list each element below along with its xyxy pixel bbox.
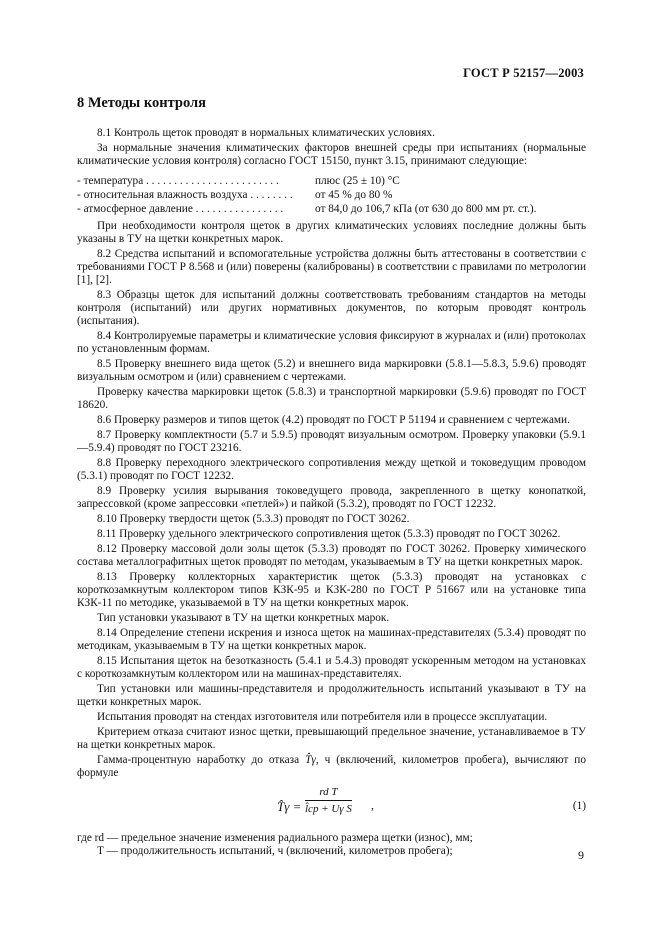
formula-fraction (305, 786, 352, 816)
formula-intro-text-end: , ч (включений, километров пробега), вычисляют по формуле (77, 754, 587, 779)
condition-temperature (77, 174, 586, 188)
paragraph-8-7: 8.7 Проверку комплектности (5.7 и 5.9.5) проводят визуальным осмотром. Проверку упаковки (5.9.1—5.9.4) проводят по ГОСТ 23216. (77, 429, 586, 454)
paragraph-8-2: 8.2 Средства испытаний и вспомогательные устройства должны быть аттестованы в соответствии с требованиями ГОСТ Р 8.568 и (или) поверены (калиброваны) в соответствии с правилами по метрологии [1], [2]. (77, 248, 586, 286)
paragraph-8-12: 8.12 Проверку массовой доли золы щеток (5.3.3) проводят по ГОСТ 30262. Проверку химического состава металлографитных щеток проводят по методам, указываемым в ТУ на щетки конкретных марок. (77, 543, 586, 568)
formula-denominator: l̂cp + Uγ S (305, 803, 352, 815)
document-id-header: ГОСТ Р 52157—2003 (463, 66, 584, 80)
page-number: 9 (578, 848, 584, 862)
paragraph-8-15-type: Тип установки или машины-представителя и продолжительность испытаний указывают в ТУ на щетки конкретных марок. (77, 683, 586, 708)
formula-lhs: T̂γ = (277, 799, 302, 814)
formula-1 (77, 786, 586, 830)
condition-pressure (77, 202, 586, 216)
paragraph-8-1: 8.1 Контроль щеток проводят в нормальных климатических условиях. (97, 127, 435, 139)
paragraph-8-15-location: Испытания проводят на стендах изготовителя или потребителя или в процессе эксплуатации. (97, 711, 548, 723)
paragraph-8-4: 8.4 Контролируемые параметры и климатические условия фиксируют в журналах и (или) протоколах по установленным формам. (77, 330, 586, 355)
definition-rd: где rd — предельное значение изменения радиального размера щетки (износ), мм; (77, 832, 473, 844)
formula-number: (1) (572, 800, 586, 812)
definition-t: T — продолжительность испытаний, ч (включений, километров пробега); (97, 845, 453, 857)
condition-value: от 45 % до 80 % (315, 189, 393, 201)
paragraph-8-15-failure-criterion: Критерием отказа считают износ щетки, превышающий предельное значение, устанавливаемое в ТУ на щетки конкретных марок. (77, 726, 586, 751)
paragraph-8-9: 8.9 Проверку усилия вырывания токоведущего провода, закрепленного в щетку конопаткой, запрессовкой (кроме запрессовки «петлей») и пайкой (5.3.2), проводят по ГОСТ 12232. (77, 485, 586, 510)
paragraph-8-14: 8.14 Определение степени искрения и износа щеток на машинах-представителях (5.3.4) проводят по методикам, указываемым в ТУ на щетки конкретных марок. (77, 627, 586, 652)
paragraph-8-11: 8.11 Проверку удельного электрического сопротивления щеток (5.3.3) проводят по ГОСТ 30262. (97, 528, 561, 540)
gamma-symbol: T̂γ (305, 754, 316, 766)
paragraph-8-5: 8.5 Проверку внешнего вида щеток (5.2) и внешнего вида маркировки (5.8.1—5.8.3, 5.9.6) проводят визуальным осмотром и (или) сравнением с чертежами. (77, 358, 586, 383)
section-heading: 8 Методы контроля (77, 95, 207, 111)
paragraph-8-10: 8.10 Проверку твердости щеток (5.3.3) проводят по ГОСТ 30262. (97, 513, 410, 525)
formula-intro-text: Гамма-процентную наработку до отказа (97, 754, 300, 766)
paragraph-8-6: 8.6 Проверку размеров и типов щеток (4.2) проводят по ГОСТ Р 51194 и сравнением с чертежами. (97, 414, 570, 426)
paragraph-8-1-conditions-intro: За нормальные значения климатических факторов внешней среды при испытаниях (нормальные климатические условия контроля) согласно ГОСТ 15150, пункт 3.15, принимают следующие: (77, 142, 586, 167)
formula-comma: , (371, 800, 374, 812)
paragraph-8-15-formula-intro (77, 754, 586, 780)
paragraph-8-13-type: Тип установки указывают в ТУ на щетки конкретных марок. (97, 612, 390, 624)
paragraph-8-3: 8.3 Образцы щеток для испытаний должны соответствовать требованиям стандартов на методы контроля (испытаний) или других нормативных документов, по которым проводят контроль (испытания). (77, 289, 586, 327)
paragraph-8-5-marking: Проверку качества маркировки щеток (5.8.3) и транспортной маркировки (5.9.6) проводят по ГОСТ 18620. (77, 386, 586, 411)
paragraph-8-13: 8.13 Проверку коллекторных характеристик щеток (5.3.3) проводят на установках с короткозамкнутым коллектором типов КЗК-95 и КЗК-280 по ГОСТ Р 51667 или на установке типа КЗК-11 по методике, указываемой в ТУ на щетки конкретных марок. (77, 571, 586, 609)
paragraph-8-15: 8.15 Испытания щеток на безотказность (5.4.1 и 5.4.3) проводят ускоренным методом на установках с короткозамкнутым коллектором или на машинах-представителях. (77, 655, 586, 680)
formula-numerator: rd T (305, 786, 352, 801)
condition-label: - относительная влажность воздуха . . . . . . . . (77, 189, 293, 201)
paragraph-8-1-other-conditions: При необходимости контроля щеток в других климатических условиях последние должны быть указаны в ТУ на щетки конкретных марок. (77, 220, 586, 245)
condition-label: - температура . . . . . . . . . . . . . . . . . . . . . . . . (77, 175, 279, 187)
condition-value: плюс (25 ± 10) °С (315, 175, 400, 187)
document-body (77, 127, 586, 858)
condition-value: от 84,0 до 106,7 кПа (от 630 до 800 мм рт. ст.). (315, 203, 537, 215)
paragraph-8-8: 8.8 Проверку переходного электрического сопротивления между щеткой и токоведущим проводом (5.3.1) проводят по ГОСТ 12232. (77, 457, 586, 482)
formula-definitions (77, 832, 586, 858)
condition-humidity (77, 188, 586, 202)
condition-label: - атмосферное давление . . . . . . . . . . . . . . . . (77, 203, 284, 215)
